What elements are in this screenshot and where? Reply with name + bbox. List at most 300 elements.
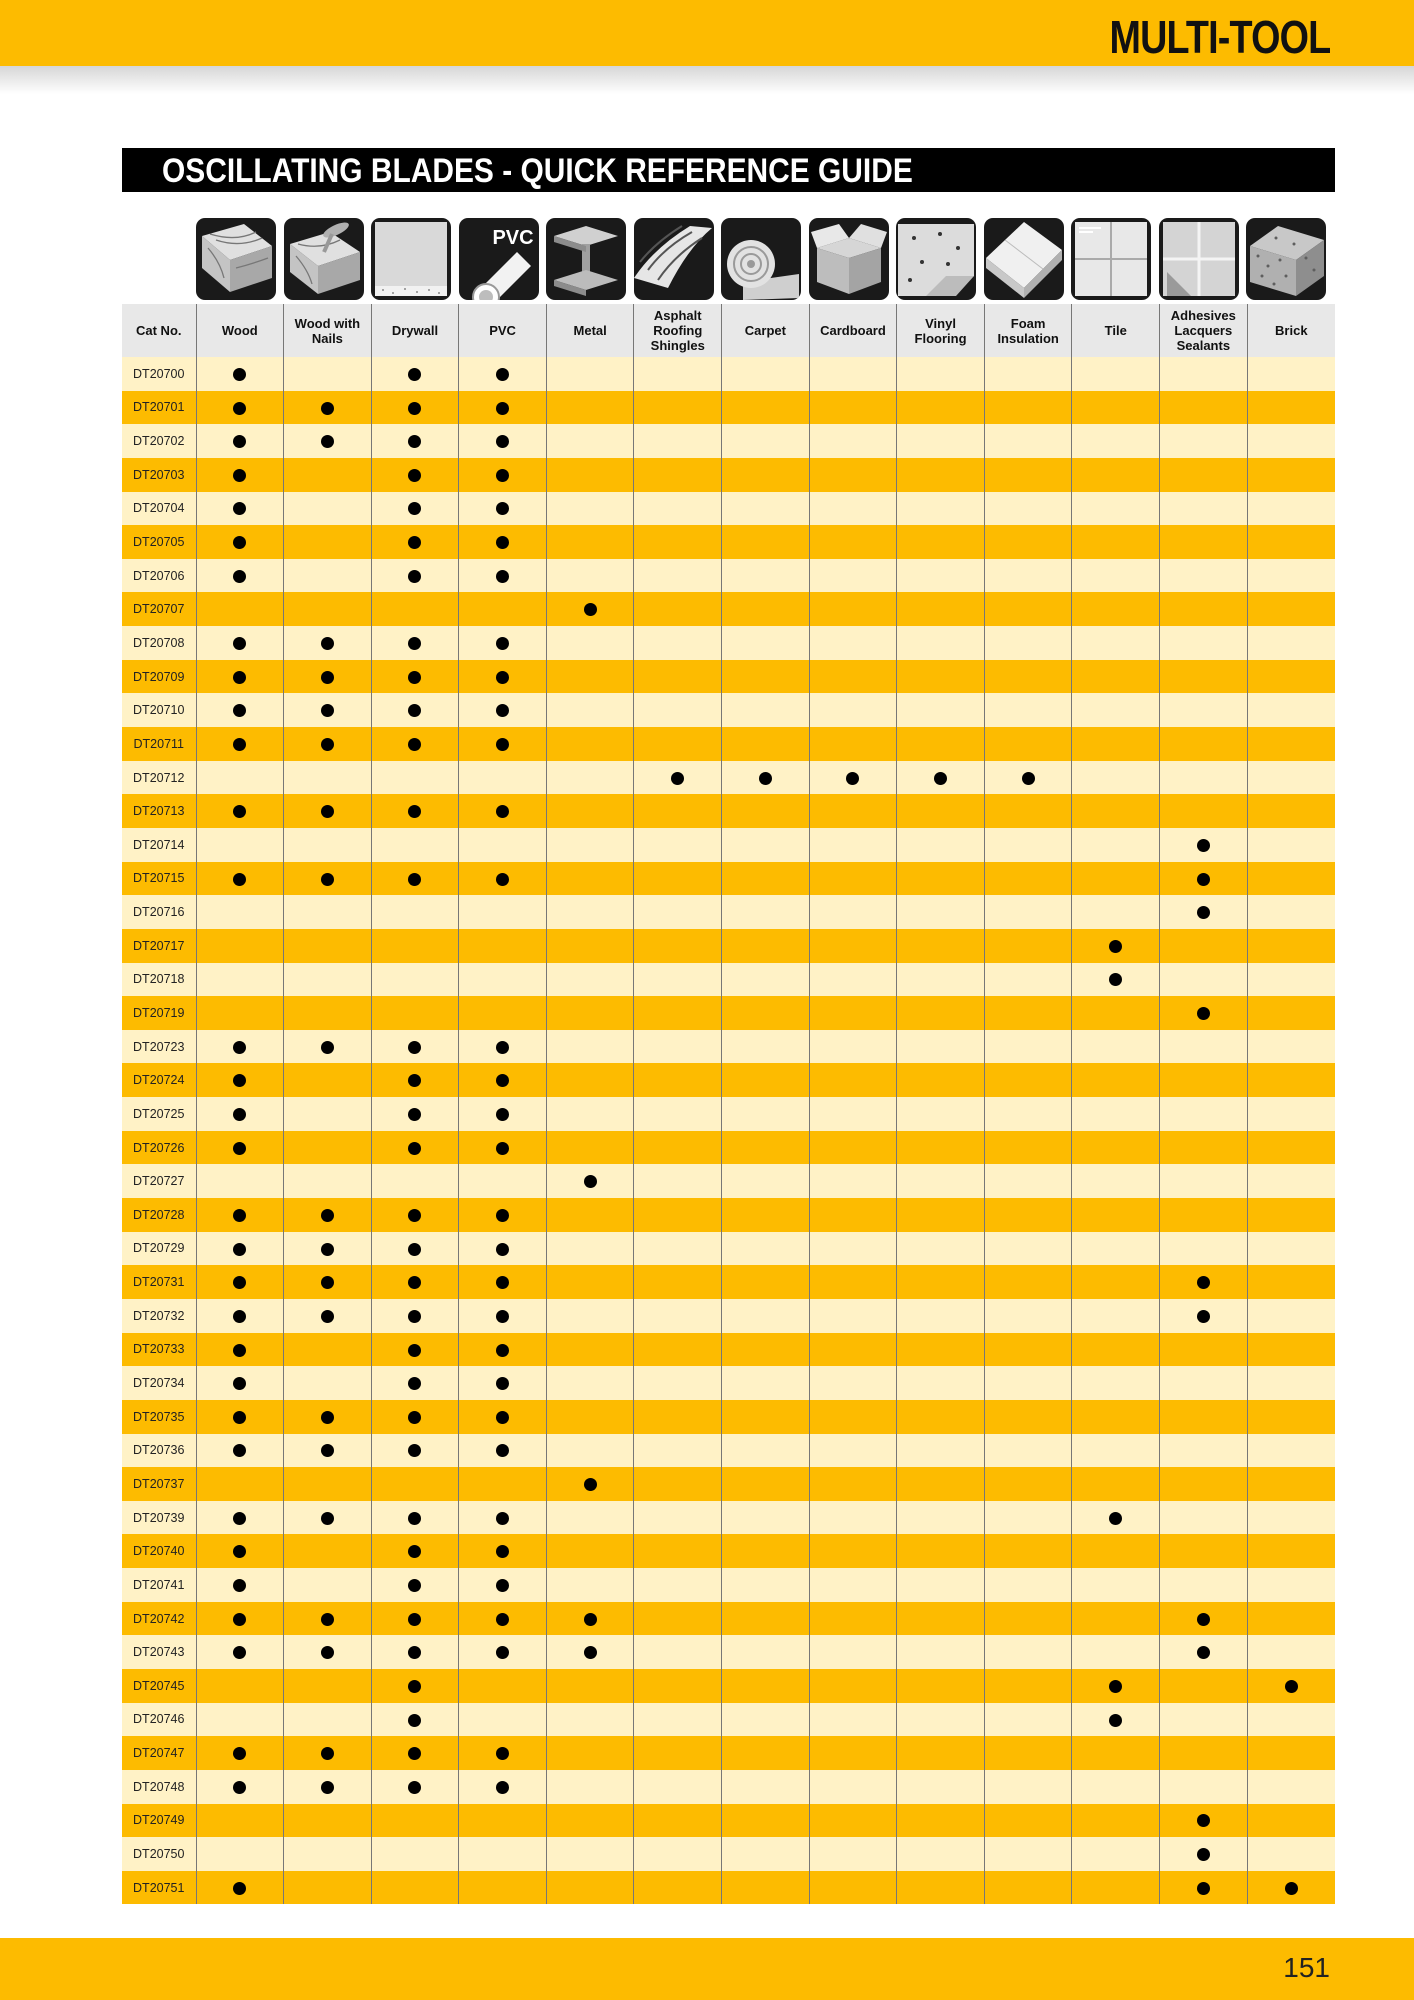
suitability-cell — [722, 1804, 810, 1838]
suitable-dot-icon — [1197, 1276, 1210, 1289]
suitability-cell — [284, 626, 372, 660]
suitability-cell — [1247, 1131, 1335, 1165]
suitability-cell — [1072, 592, 1160, 626]
suitability-cell — [284, 1400, 372, 1434]
cat-no-cell: DT20702 — [122, 424, 196, 458]
suitability-cell — [984, 1534, 1072, 1568]
suitability-cell — [459, 525, 547, 559]
suitability-cell — [1072, 492, 1160, 526]
column-header-wood: Wood — [196, 304, 284, 357]
suitability-cell — [459, 1804, 547, 1838]
suitability-cell — [897, 1164, 985, 1198]
cat-no-cell: DT20707 — [122, 592, 196, 626]
suitable-dot-icon — [1285, 1882, 1298, 1895]
suitability-cell — [371, 1736, 459, 1770]
suitability-cell — [984, 1804, 1072, 1838]
suitability-cell — [809, 1871, 897, 1905]
suitability-cell — [1160, 828, 1248, 862]
suitable-dot-icon — [496, 873, 509, 886]
suitability-cell — [196, 1434, 284, 1468]
suitability-cell — [546, 492, 634, 526]
suitability-cell — [459, 929, 547, 963]
vinyl-flooring-icon — [896, 218, 976, 300]
cat-no-cell: DT20711 — [122, 727, 196, 761]
suitable-dot-icon — [321, 738, 334, 751]
suitable-dot-icon — [1197, 1007, 1210, 1020]
column-header-drywall: Drywall — [371, 304, 459, 357]
suitability-cell — [722, 1131, 810, 1165]
suitability-cell — [897, 1434, 985, 1468]
suitability-cell — [371, 761, 459, 795]
cat-no-cell: DT20700 — [122, 357, 196, 391]
suitability-cell — [634, 357, 722, 391]
suitable-dot-icon — [496, 1310, 509, 1323]
suitability-cell — [196, 1602, 284, 1636]
suitability-cell — [897, 660, 985, 694]
cat-no-cell: DT20703 — [122, 458, 196, 492]
suitability-cell — [284, 1871, 372, 1905]
table-row — [122, 1030, 1335, 1064]
suitability-cell — [722, 727, 810, 761]
suitability-cell — [371, 1434, 459, 1468]
column-header-pvc: PVC — [459, 304, 547, 357]
suitability-cell — [196, 1467, 284, 1501]
suitability-cell — [459, 727, 547, 761]
suitability-cell — [809, 1333, 897, 1367]
suitability-cell — [1247, 794, 1335, 828]
suitability-cell — [897, 1366, 985, 1400]
suitability-cell — [984, 1635, 1072, 1669]
table-row — [122, 1232, 1335, 1266]
tile-icon — [1071, 218, 1151, 300]
suitability-cell — [196, 1097, 284, 1131]
suitability-cell — [371, 492, 459, 526]
pvc-pipe-icon — [459, 218, 539, 300]
suitability-cell — [634, 794, 722, 828]
suitability-cell — [722, 357, 810, 391]
bottom-yellow-bar — [0, 1938, 1414, 2000]
suitable-dot-icon — [496, 1344, 509, 1357]
suitability-cell — [284, 1333, 372, 1367]
suitability-cell — [897, 761, 985, 795]
cat-no-cell: DT20732 — [122, 1299, 196, 1333]
suitability-cell — [1247, 996, 1335, 1030]
suitability-cell — [897, 458, 985, 492]
suitability-cell — [196, 1400, 284, 1434]
suitability-cell — [459, 1871, 547, 1905]
suitability-cell — [1072, 1635, 1160, 1669]
suitability-cell — [459, 1467, 547, 1501]
suitability-cell — [1247, 1265, 1335, 1299]
suitability-cell — [371, 1164, 459, 1198]
suitability-cell — [634, 1265, 722, 1299]
suitability-cell — [196, 492, 284, 526]
suitability-cell — [196, 862, 284, 896]
suitability-cell — [1072, 1063, 1160, 1097]
suitability-cell — [196, 963, 284, 997]
suitable-dot-icon — [496, 536, 509, 549]
suitability-cell — [634, 963, 722, 997]
cat-no-cell: DT20701 — [122, 391, 196, 425]
suitability-cell — [984, 1198, 1072, 1232]
suitability-cell — [1072, 1770, 1160, 1804]
suitability-cell — [371, 1770, 459, 1804]
suitability-cell — [809, 1131, 897, 1165]
suitability-cell — [722, 660, 810, 694]
cat-no-cell: DT20740 — [122, 1534, 196, 1568]
suitability-cell — [722, 458, 810, 492]
suitability-cell — [284, 1366, 372, 1400]
suitability-cell — [284, 660, 372, 694]
suitability-cell — [634, 895, 722, 929]
suitability-cell — [284, 1299, 372, 1333]
suitability-cell — [1160, 1703, 1248, 1737]
table-row — [122, 828, 1335, 862]
material-icons-row — [196, 218, 1335, 300]
suitable-dot-icon — [1197, 873, 1210, 886]
suitability-cell — [722, 895, 810, 929]
suitability-cell — [546, 357, 634, 391]
table-row — [122, 1299, 1335, 1333]
suitability-cell — [459, 1232, 547, 1266]
suitability-cell — [897, 1871, 985, 1905]
suitability-cell — [984, 1837, 1072, 1871]
suitability-cell — [809, 862, 897, 896]
suitable-dot-icon — [321, 1747, 334, 1760]
suitability-cell — [546, 1063, 634, 1097]
suitability-cell — [196, 1703, 284, 1737]
suitability-cell — [809, 1635, 897, 1669]
table-row — [122, 1434, 1335, 1468]
cat-no-cell: DT20739 — [122, 1501, 196, 1535]
suitable-dot-icon — [408, 570, 421, 583]
cat-no-cell: DT20708 — [122, 626, 196, 660]
suitability-cell — [984, 727, 1072, 761]
suitability-cell — [546, 1635, 634, 1669]
suitable-dot-icon — [233, 1512, 246, 1525]
suitability-cell — [546, 1131, 634, 1165]
suitability-cell — [722, 391, 810, 425]
suitability-cell — [809, 1736, 897, 1770]
suitability-cell — [897, 794, 985, 828]
suitability-cell — [634, 1366, 722, 1400]
suitability-cell — [459, 391, 547, 425]
suitability-cell — [897, 1097, 985, 1131]
suitability-cell — [1072, 1703, 1160, 1737]
suitability-cell — [897, 525, 985, 559]
suitability-cell — [722, 1097, 810, 1131]
reference-table — [122, 304, 1335, 1904]
suitability-cell — [1072, 1198, 1160, 1232]
suitability-cell — [546, 1804, 634, 1838]
suitable-dot-icon — [233, 805, 246, 818]
suitability-cell — [722, 1602, 810, 1636]
suitability-cell — [1160, 559, 1248, 593]
suitability-cell — [1247, 626, 1335, 660]
suitability-cell — [809, 525, 897, 559]
suitability-cell — [284, 929, 372, 963]
suitability-cell — [1160, 1232, 1248, 1266]
suitable-dot-icon — [321, 704, 334, 717]
suitability-cell — [284, 1232, 372, 1266]
suitable-dot-icon — [584, 1175, 597, 1188]
suitability-cell — [284, 693, 372, 727]
suitability-cell — [809, 1602, 897, 1636]
suitability-cell — [1247, 895, 1335, 929]
suitability-cell — [371, 727, 459, 761]
suitability-cell — [1247, 1366, 1335, 1400]
suitable-dot-icon — [408, 1680, 421, 1693]
suitability-cell — [809, 1063, 897, 1097]
suitability-cell — [196, 794, 284, 828]
suitability-cell — [897, 862, 985, 896]
suitability-cell — [459, 996, 547, 1030]
suitability-cell — [634, 996, 722, 1030]
suitable-dot-icon — [496, 1377, 509, 1390]
suitability-cell — [634, 1736, 722, 1770]
suitability-cell — [459, 592, 547, 626]
suitability-cell — [634, 1299, 722, 1333]
suitability-cell — [634, 559, 722, 593]
suitability-cell — [284, 1635, 372, 1669]
suitability-cell — [1247, 660, 1335, 694]
suitable-dot-icon — [233, 469, 246, 482]
suitability-cell — [284, 592, 372, 626]
suitability-cell — [984, 1467, 1072, 1501]
table-row — [122, 1669, 1335, 1703]
suitability-cell — [371, 1534, 459, 1568]
suitability-cell — [809, 1400, 897, 1434]
wood-icon — [196, 218, 276, 300]
suitability-cell — [809, 424, 897, 458]
suitability-cell — [722, 1232, 810, 1266]
suitability-cell — [459, 1837, 547, 1871]
suitability-cell — [459, 1635, 547, 1669]
suitability-cell — [284, 1534, 372, 1568]
suitability-cell — [546, 1703, 634, 1737]
suitable-dot-icon — [1197, 1646, 1210, 1659]
cat-no-cell: DT20748 — [122, 1770, 196, 1804]
suitability-cell — [196, 1534, 284, 1568]
suitability-cell — [371, 862, 459, 896]
suitability-cell — [897, 1299, 985, 1333]
suitability-cell — [371, 660, 459, 694]
suitability-cell — [897, 727, 985, 761]
suitable-dot-icon — [321, 402, 334, 415]
suitability-cell — [196, 1669, 284, 1703]
suitable-dot-icon — [1197, 1310, 1210, 1323]
suitability-cell — [459, 1333, 547, 1367]
suitability-cell — [984, 626, 1072, 660]
suitable-dot-icon — [408, 402, 421, 415]
suitable-dot-icon — [408, 1579, 421, 1592]
suitability-cell — [634, 761, 722, 795]
suitability-cell — [984, 592, 1072, 626]
suitable-dot-icon — [408, 704, 421, 717]
suitable-dot-icon — [584, 1613, 597, 1626]
suitability-cell — [897, 1669, 985, 1703]
cat-no-cell: DT20727 — [122, 1164, 196, 1198]
suitability-cell — [809, 727, 897, 761]
suitability-cell — [459, 1770, 547, 1804]
suitability-cell — [634, 1198, 722, 1232]
suitable-dot-icon — [321, 1512, 334, 1525]
suitable-dot-icon — [496, 1579, 509, 1592]
suitability-cell — [1072, 895, 1160, 929]
suitability-cell — [1072, 1736, 1160, 1770]
suitability-cell — [722, 1366, 810, 1400]
suitability-cell — [459, 1568, 547, 1602]
suitability-cell — [196, 1265, 284, 1299]
suitability-cell — [897, 1736, 985, 1770]
suitable-dot-icon — [408, 1209, 421, 1222]
suitability-cell — [196, 895, 284, 929]
suitability-cell — [196, 1501, 284, 1535]
suitability-cell — [634, 1164, 722, 1198]
suitability-cell — [1072, 626, 1160, 660]
suitable-dot-icon — [496, 1781, 509, 1794]
suitability-cell — [809, 828, 897, 862]
suitable-dot-icon — [1197, 839, 1210, 852]
suitability-cell — [196, 626, 284, 660]
suitability-cell — [1072, 1669, 1160, 1703]
suitability-cell — [897, 1467, 985, 1501]
suitability-cell — [984, 1501, 1072, 1535]
suitability-cell — [1072, 1534, 1160, 1568]
suitability-cell — [897, 424, 985, 458]
suitability-cell — [634, 458, 722, 492]
cat-no-cell: DT20725 — [122, 1097, 196, 1131]
suitable-dot-icon — [233, 1209, 246, 1222]
table-row — [122, 1635, 1335, 1669]
suitability-cell — [1072, 357, 1160, 391]
suitability-cell — [546, 1669, 634, 1703]
suitability-cell — [1160, 1063, 1248, 1097]
suitability-cell — [809, 1804, 897, 1838]
table-row — [122, 1265, 1335, 1299]
suitability-cell — [196, 424, 284, 458]
table-row — [122, 1770, 1335, 1804]
suitable-dot-icon — [496, 435, 509, 448]
suitability-cell — [1072, 1232, 1160, 1266]
suitability-cell — [1160, 1635, 1248, 1669]
suitability-cell — [1247, 963, 1335, 997]
suitability-cell — [984, 1703, 1072, 1737]
suitability-cell — [196, 592, 284, 626]
suitability-cell — [809, 963, 897, 997]
suitability-cell — [984, 1097, 1072, 1131]
suitability-cell — [809, 660, 897, 694]
suitability-cell — [1160, 1164, 1248, 1198]
cat-no-cell: DT20724 — [122, 1063, 196, 1097]
suitability-cell — [897, 559, 985, 593]
suitability-cell — [1247, 1804, 1335, 1838]
suitability-cell — [809, 592, 897, 626]
suitability-cell — [196, 1837, 284, 1871]
suitability-cell — [722, 1669, 810, 1703]
suitability-cell — [1160, 1265, 1248, 1299]
table-row — [122, 1871, 1335, 1905]
table-row — [122, 458, 1335, 492]
suitable-dot-icon — [1109, 1714, 1122, 1727]
suitability-cell — [722, 424, 810, 458]
suitability-cell — [897, 1804, 985, 1838]
suitability-cell — [196, 1568, 284, 1602]
suitability-cell — [634, 1097, 722, 1131]
suitable-dot-icon — [408, 1411, 421, 1424]
suitability-cell — [196, 996, 284, 1030]
suitability-cell — [897, 1602, 985, 1636]
suitability-cell — [1072, 1366, 1160, 1400]
suitability-cell — [284, 559, 372, 593]
suitable-dot-icon — [408, 1747, 421, 1760]
suitability-cell — [196, 1232, 284, 1266]
cat-no-cell: DT20751 — [122, 1871, 196, 1905]
section-brand-title: MULTI-TOOL — [1109, 11, 1330, 63]
suitability-cell — [897, 1400, 985, 1434]
suitability-cell — [897, 895, 985, 929]
adhesives-icon — [1159, 218, 1239, 300]
suitability-cell — [984, 1434, 1072, 1468]
suitability-cell — [809, 1669, 897, 1703]
suitability-cell — [1247, 458, 1335, 492]
table-row — [122, 1366, 1335, 1400]
suitable-dot-icon — [1197, 1814, 1210, 1827]
suitability-cell — [284, 1131, 372, 1165]
suitability-cell — [1160, 1602, 1248, 1636]
suitability-cell — [984, 862, 1072, 896]
suitability-cell — [722, 492, 810, 526]
cat-no-cell: DT20718 — [122, 963, 196, 997]
table-row — [122, 996, 1335, 1030]
suitability-cell — [284, 391, 372, 425]
table-row — [122, 1534, 1335, 1568]
table-row — [122, 1568, 1335, 1602]
suitability-cell — [1072, 1333, 1160, 1367]
suitable-dot-icon — [321, 671, 334, 684]
suitability-cell — [459, 1669, 547, 1703]
suitable-dot-icon — [233, 435, 246, 448]
suitable-dot-icon — [1197, 1848, 1210, 1861]
cat-no-cell: DT20723 — [122, 1030, 196, 1064]
suitability-cell — [459, 1131, 547, 1165]
suitability-cell — [546, 592, 634, 626]
suitability-cell — [1160, 1871, 1248, 1905]
suitability-cell — [722, 1400, 810, 1434]
suitability-cell — [984, 492, 1072, 526]
suitability-cell — [546, 1164, 634, 1198]
suitability-cell — [371, 1837, 459, 1871]
suitability-cell — [634, 1063, 722, 1097]
table-row — [122, 357, 1335, 391]
suitability-cell — [722, 592, 810, 626]
suitable-dot-icon — [233, 1344, 246, 1357]
suitability-cell — [809, 895, 897, 929]
suitability-cell — [1160, 1333, 1248, 1367]
suitable-dot-icon — [408, 1276, 421, 1289]
suitability-cell — [1160, 895, 1248, 929]
suitability-cell — [1247, 1164, 1335, 1198]
cat-no-cell: DT20715 — [122, 862, 196, 896]
suitability-cell — [371, 1030, 459, 1064]
suitability-cell — [546, 1467, 634, 1501]
suitability-cell — [1160, 1770, 1248, 1804]
suitability-cell — [722, 794, 810, 828]
suitability-cell — [897, 391, 985, 425]
suitable-dot-icon — [233, 637, 246, 650]
table-row — [122, 626, 1335, 660]
suitability-cell — [196, 1736, 284, 1770]
